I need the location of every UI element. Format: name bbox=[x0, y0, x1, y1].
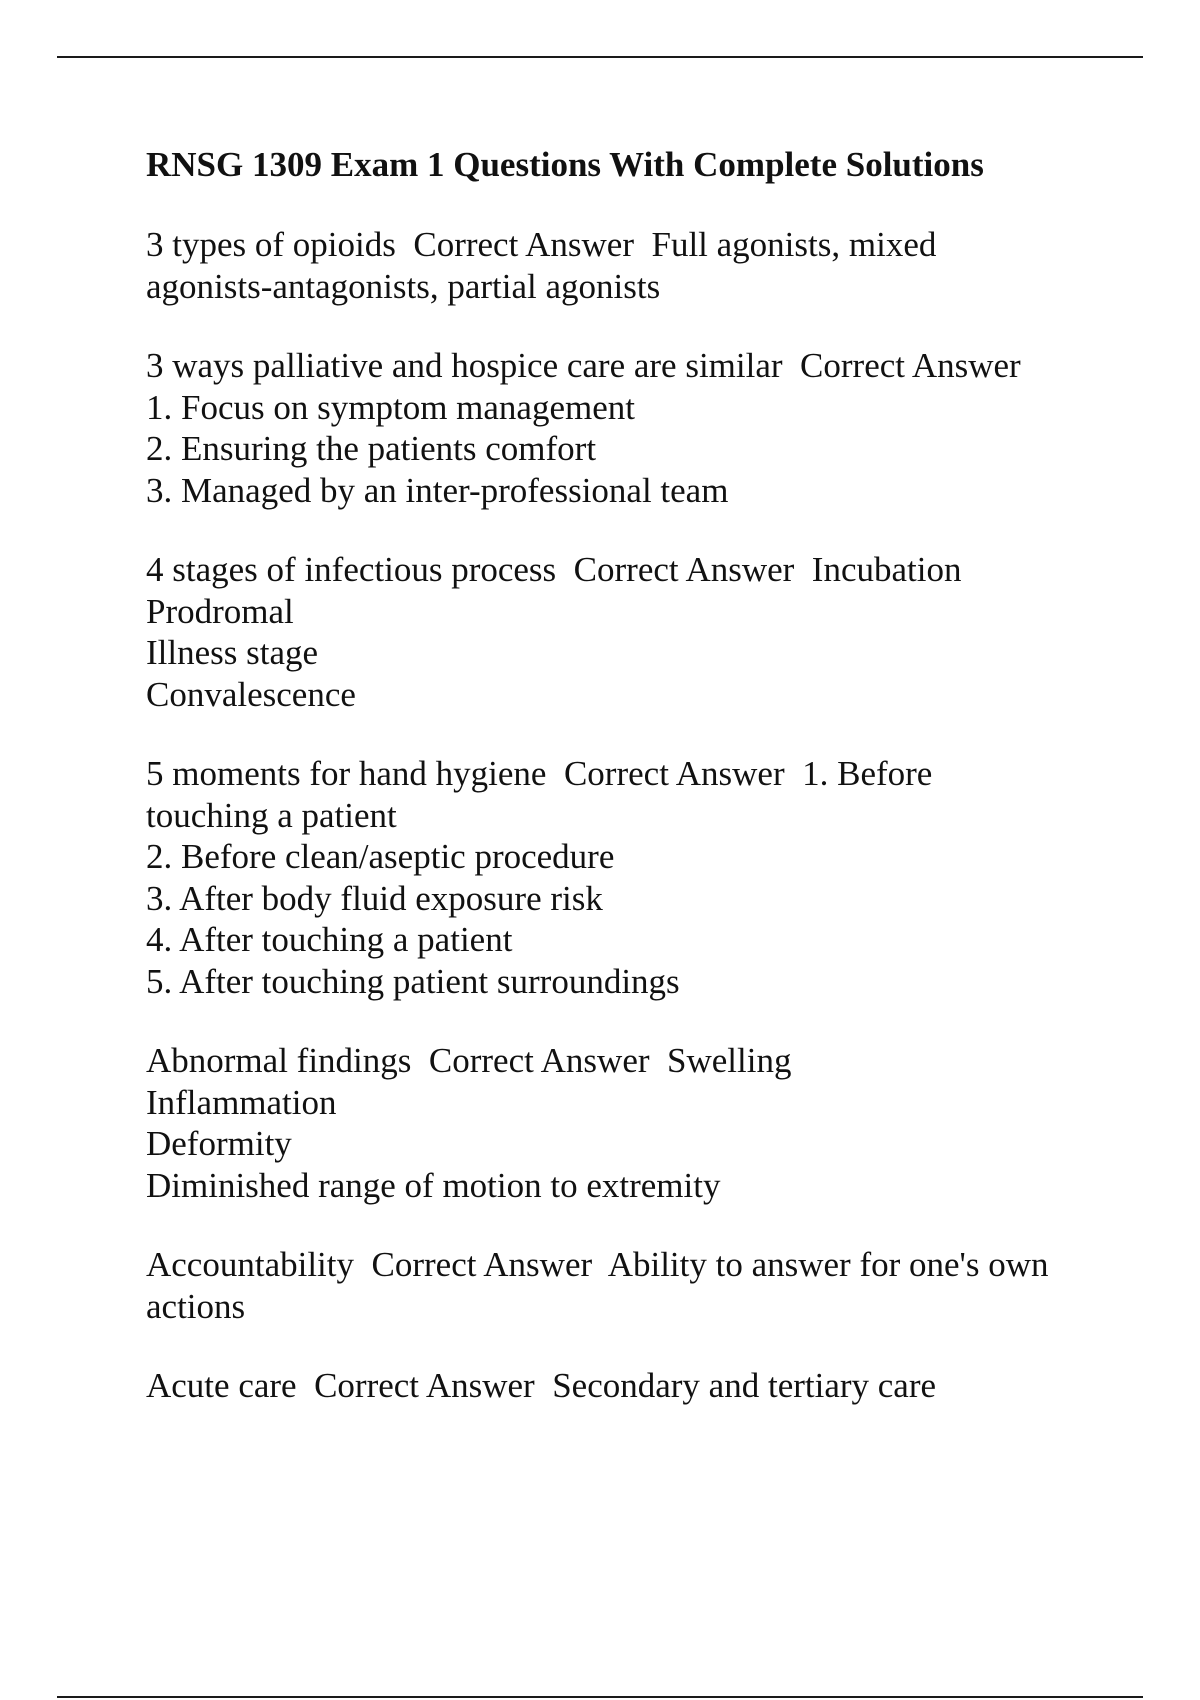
qa-entry-abnormal-findings bbox=[146, 1040, 1146, 1206]
qa-line: touching a patient bbox=[146, 795, 397, 835]
qa-line: agonists-antagonists, partial agonists bbox=[146, 266, 661, 306]
qa-line: Inflammation bbox=[146, 1082, 337, 1122]
qa-line: Prodromal bbox=[146, 591, 294, 631]
qa-entry-palliative-hospice bbox=[146, 345, 1146, 511]
qa-entry-hand-hygiene bbox=[146, 753, 1146, 1002]
qa-line: Deformity bbox=[146, 1124, 292, 1163]
qa-line: actions bbox=[146, 1286, 246, 1326]
qa-line: Convalescence bbox=[146, 674, 356, 714]
qa-line: 3 ways palliative and hospice care are similar Correct Answer bbox=[146, 346, 1021, 385]
qa-line: 2. Ensuring the patients comfort bbox=[146, 429, 597, 468]
qa-entry-opioids bbox=[146, 224, 1146, 307]
header-rule bbox=[57, 56, 1143, 58]
qa-line: Abnormal findings Correct Answer Swelling bbox=[146, 1041, 792, 1080]
qa-line: 3 types of opioids Correct Answer Full agonists, mixed bbox=[146, 225, 937, 264]
qa-line: 2. Before clean/aseptic procedure bbox=[146, 837, 615, 876]
document-body bbox=[146, 144, 1146, 1445]
footer-rule bbox=[57, 1696, 1143, 1698]
qa-entry-infectious-process bbox=[146, 549, 1146, 715]
qa-entry-accountability bbox=[146, 1244, 1146, 1327]
qa-line: Illness stage bbox=[146, 633, 319, 672]
qa-line: 3. Managed by an inter-professional team bbox=[146, 470, 729, 510]
qa-line: Diminished range of motion to extremity bbox=[146, 1165, 721, 1205]
qa-line: 5. After touching patient surroundings bbox=[146, 961, 680, 1001]
qa-line: 4. After touching a patient bbox=[146, 920, 513, 959]
qa-line: Accountability Correct Answer Ability to answer for one's own bbox=[146, 1245, 1049, 1284]
qa-line: 5 moments for hand hygiene Correct Answer 1. Before bbox=[146, 754, 933, 793]
document-title: RNSG 1309 Exam 1 Questions With Complete Solutions bbox=[146, 145, 984, 184]
qa-line: Acute care Correct Answer Secondary and tertiary care bbox=[146, 1366, 937, 1405]
qa-entry-acute-care bbox=[146, 1365, 1146, 1407]
qa-line: 3. After body fluid exposure risk bbox=[146, 878, 603, 918]
qa-line: 4 stages of infectious process Correct Answer Incubation bbox=[146, 550, 962, 589]
qa-line: 1. Focus on symptom management bbox=[146, 387, 635, 427]
